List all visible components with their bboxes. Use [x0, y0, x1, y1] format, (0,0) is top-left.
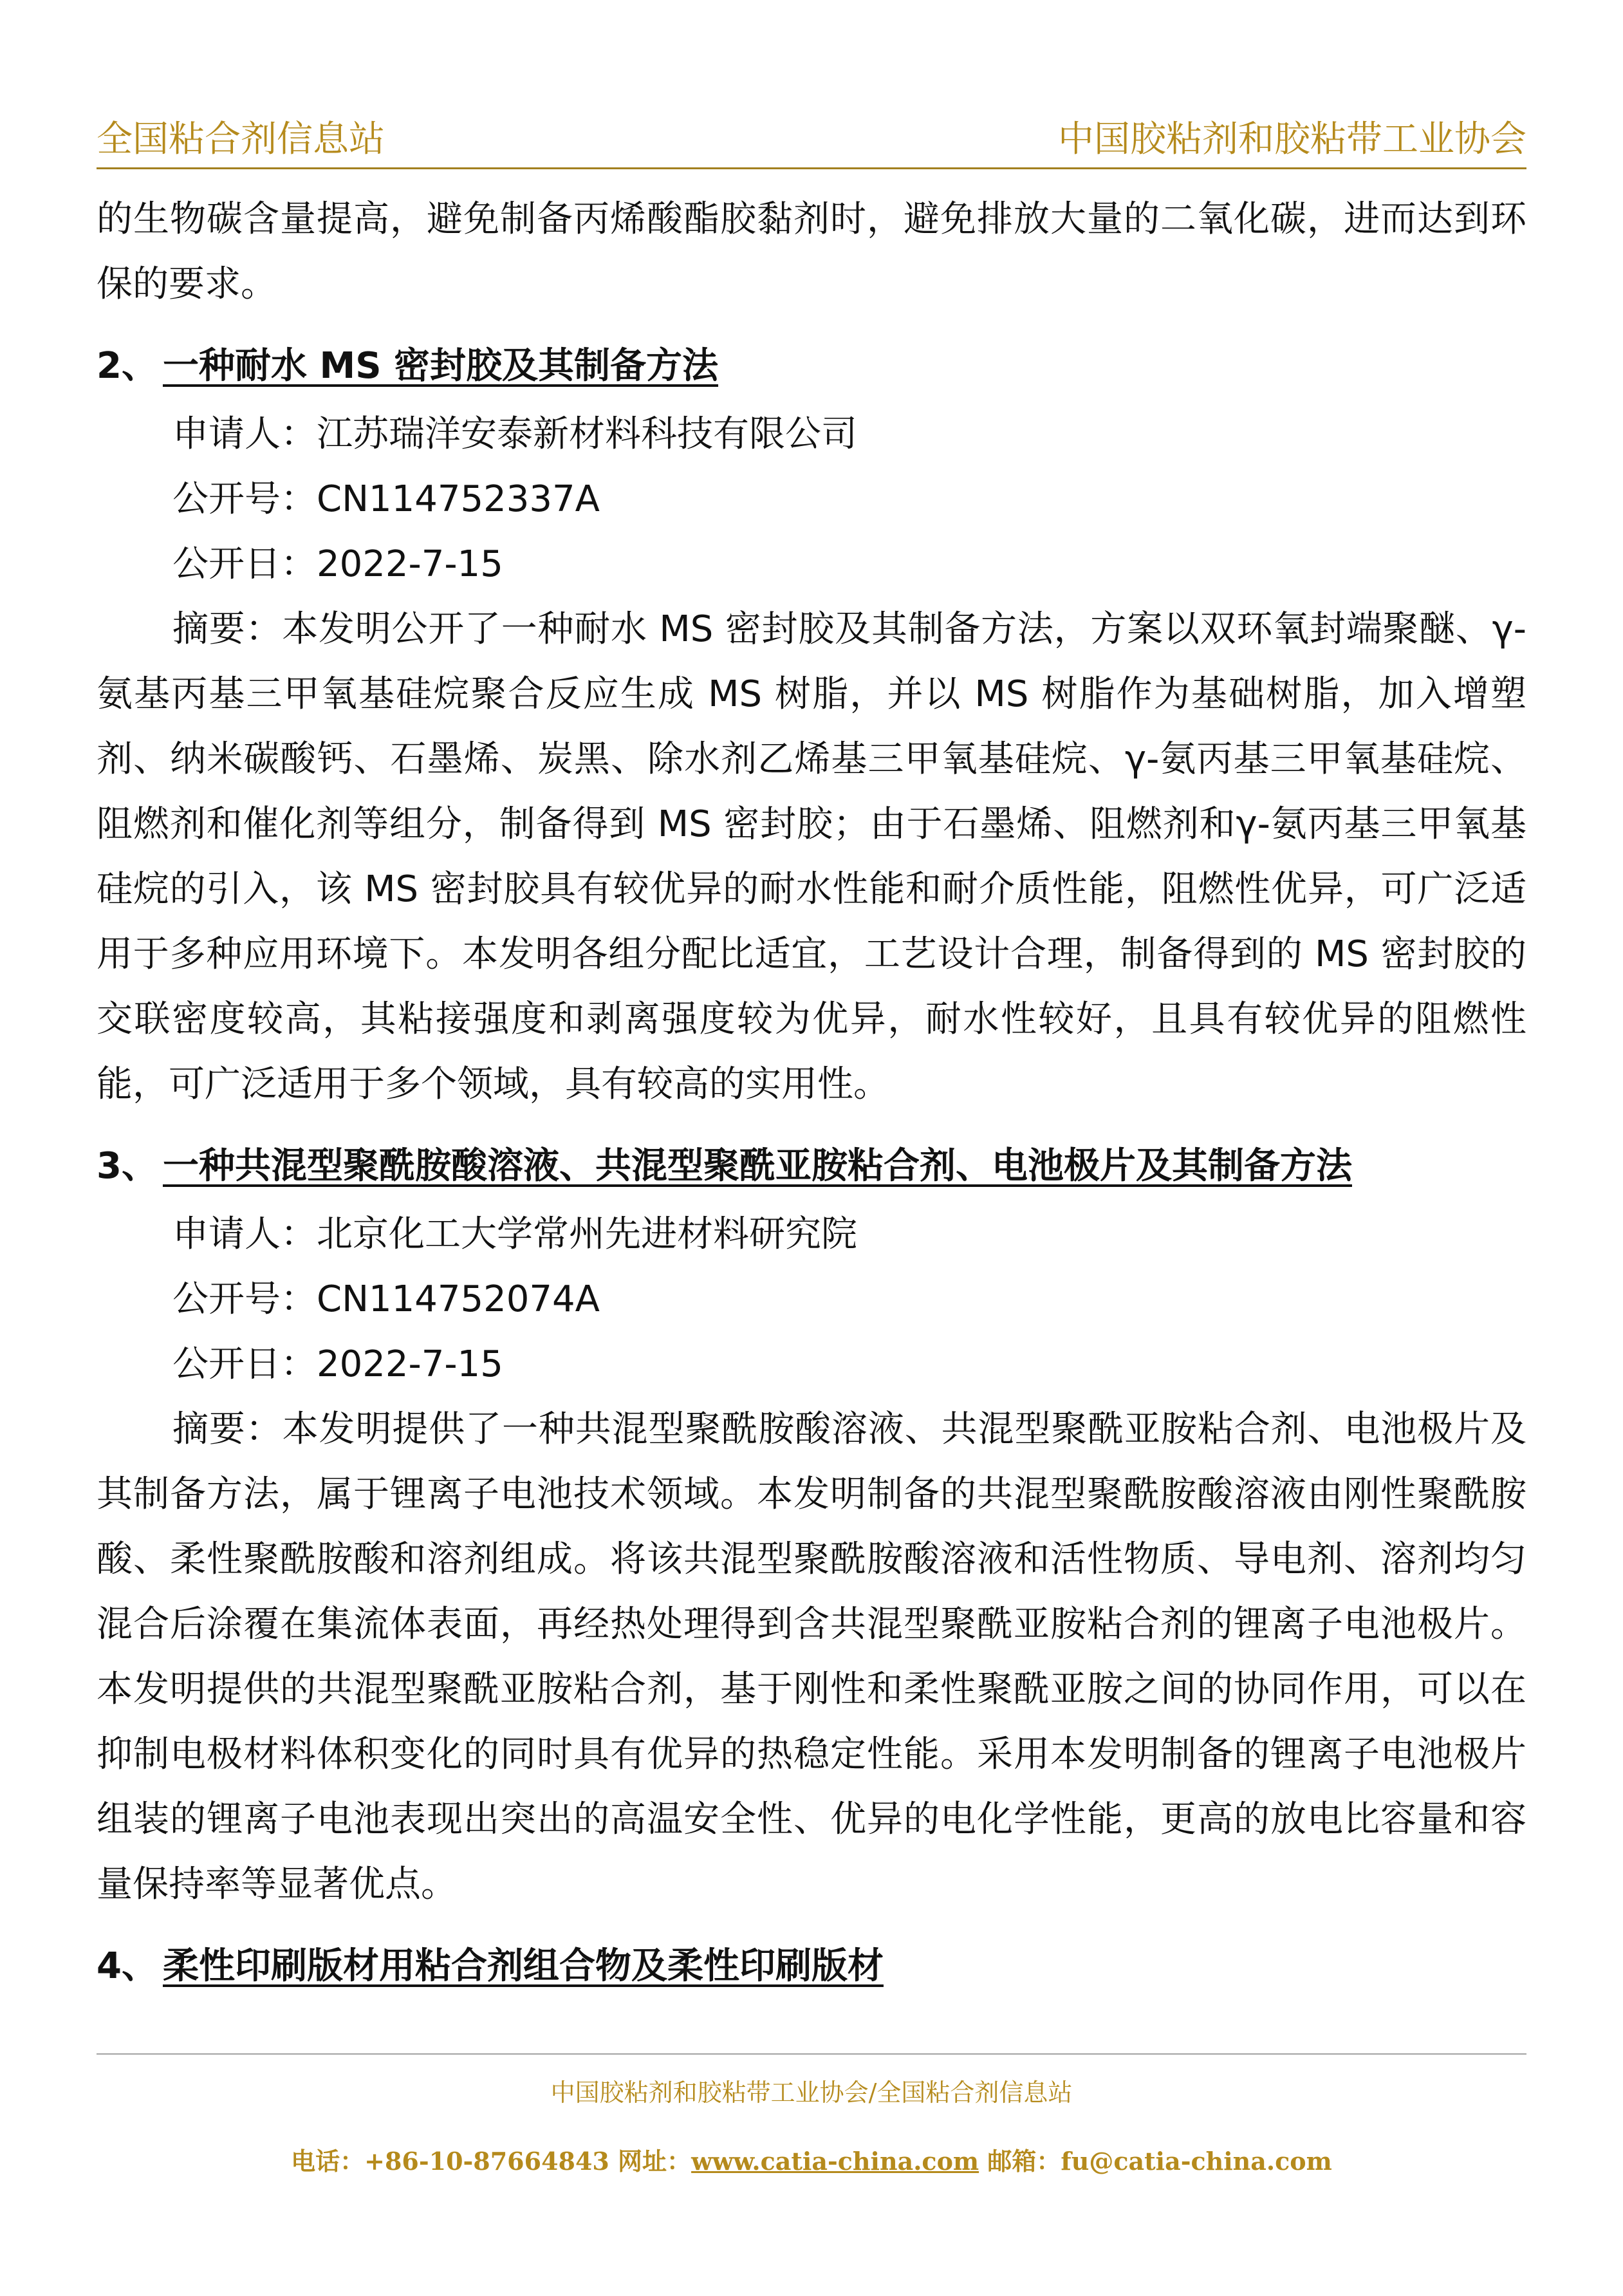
patent-item-4 — [97, 1931, 1526, 2002]
publication-number: 公开号：CN114752074A — [172, 1278, 600, 1320]
publication-date: 公开日：2022-7-15 — [172, 543, 503, 585]
item-number: 3、 — [97, 1145, 158, 1187]
header-right-title: 中国胶粘剂和胶粘带工业协会 — [1058, 118, 1526, 160]
footer-phone: 电话：+86-10-87664843 网址： — [291, 2147, 692, 2176]
item-title-text: 柔性印刷版材用粘合剂组合物及柔性印刷版材 — [162, 1945, 884, 1987]
abstract: 摘要：本发明公开了一种耐水 MS 密封胶及其制备方法，方案以双环氧封端聚醚、γ-氨基丙基三甲氧基硅烷聚合反应生成 MS 树脂，并以 MS 树脂作为基础树脂，加入增塑剂、纳米碳酸钙、石墨烯、炭黑、除水剂乙烯基三甲氧基硅烷、γ-氨丙基三甲氧基硅烷、阻燃剂和催化剂等组分，制备得到 MS 密封胶；由于石墨烯、阻燃剂和γ-氨丙基三甲氧基硅烷的引入，该 MS 密封胶具有较优异的耐水性能和耐介质性能，阻燃性优异，可广泛适用于多种应用环境下。本发明各组分配比适宜，工艺设计合理，制备得到的 MS 密封胶的交联密度较高，其粘接强度和剥离强度较为优异，耐水性较好，且具有较优异的阻燃性能，可广泛适用于多个领域，具有较高的实用性。 — [97, 608, 1526, 1105]
item-number: 2、 — [97, 345, 158, 387]
item-title — [97, 331, 1526, 402]
intro-continuation: 的生物碳含量提高，避免制备丙烯酸酯胶黏剂时，避免排放大量的二氧化碳，进而达到环保的要求。 — [97, 198, 1526, 305]
footer-contact — [97, 2142, 1526, 2177]
header-left-title: 全国粘合剂信息站 — [97, 118, 385, 160]
footer-email: 邮箱：fu@catia-china.com — [979, 2147, 1332, 2176]
item-title — [97, 1131, 1526, 1202]
publication-number: 公开号：CN114752337A — [172, 478, 600, 520]
applicant: 申请人：北京化工大学常州先进材料研究院 — [172, 1213, 857, 1255]
item-number: 4、 — [97, 1945, 158, 1987]
item-title — [97, 1931, 1526, 2002]
patent-item-3 — [97, 1131, 1526, 1917]
footer-website-link[interactable]: www.catia-china.com — [691, 2147, 979, 2176]
footer-organization: 中国胶粘剂和胶粘带工业协会/全国粘合剂信息站 — [550, 2078, 1073, 2107]
item-title-text: 一种耐水 MS 密封胶及其制备方法 — [162, 345, 719, 387]
abstract: 摘要：本发明提供了一种共混型聚酰胺酸溶液、共混型聚酰亚胺粘合剂、电池极片及其制备方法，属于锂离子电池技术领域。本发明制备的共混型聚酰胺酸溶液由刚性聚酰胺酸、柔性聚酰胺酸和溶剂组成。将该共混型聚酰胺酸溶液和活性物质、导电剂、溶剂均匀混合后涂覆在集流体表面，再经热处理得到含共混型聚酰亚胺粘合剂的锂离子电池极片。本发明提供的共混型聚酰亚胺粘合剂，基于刚性和柔性聚酰亚胺之间的协同作用，可以在抑制电极材料体积变化的同时具有优异的热稳定性能。采用本发明制备的锂离子电池极片组装的锂离子电池表现出突出的高温安全性、优异的电化学性能，更高的放电比容量和容量保持率等显著优点。 — [97, 1408, 1526, 1905]
applicant: 申请人：江苏瑞洋安泰新材料科技有限公司 — [172, 413, 857, 455]
publication-date: 公开日：2022-7-15 — [172, 1343, 503, 1385]
page-footer — [97, 2053, 1526, 2177]
item-title-text: 一种共混型聚酰胺酸溶液、共混型聚酰亚胺粘合剂、电池极片及其制备方法 — [162, 1145, 1352, 1187]
patent-item-2 — [97, 331, 1526, 1117]
document-body — [97, 187, 1526, 2002]
page-header — [97, 109, 1526, 169]
